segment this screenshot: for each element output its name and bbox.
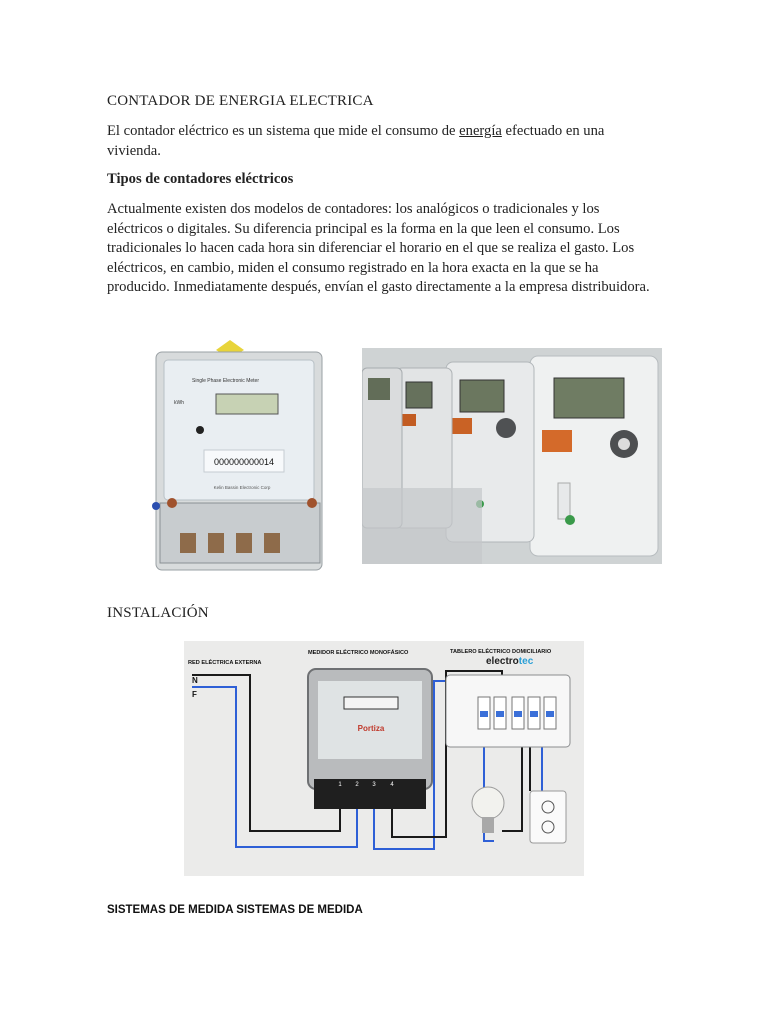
installation-heading: INSTALACIÓN [107,605,209,621]
terminal-3: 3 [372,782,376,788]
terminal-2: 2 [355,782,359,788]
measurement-systems-heading: SISTEMAS DE MEDIDA SISTEMAS DE MEDIDA [107,904,363,916]
board-label: TABLERO ELÉCTRICO DOMICILIARIO [450,649,552,655]
terminal-4: 4 [390,782,394,788]
brand-electro: electro [486,656,519,667]
intro-paragraph [107,122,647,161]
intro-text-start: El contador eléctrico es un sistema que mide el consumo de [107,123,460,139]
document-title: CONTADOR DE ENERGIA ELECTRICA [107,93,374,109]
svg-text:electrotec [486,656,534,667]
types-heading: Tipos de contadores eléctricos [107,171,294,187]
phase-label: F [192,690,197,699]
meter-brand: Portiza [357,724,385,733]
types-paragraph: Actualmente existen dos modelos de contadores: los analógicos o tradicionales y los eléctricos o digitales. Su diferencia principal es la forma en la que leen el consumo. Los tradicionales lo hacen cada hora sin diferenciar el horario en el que se realiza el gasto. Los eléctricos, en cambio, miden el consumo registrado en la hora exacta en la que se ha producido. Inmediatamente después, envían el gasto directamente a la empresa distribuidora. [107,201,650,295]
meter-maker-text: Kelin Bassin Electronic Corp [213,485,271,490]
svg-text:Single Phase Electronic Meter: Single Phase Electronic Meter [192,378,259,384]
neutral-label: N [192,676,198,685]
intro-text-end: efectuado en una vivienda. [107,123,605,159]
energia-link[interactable]: energía [459,123,502,139]
external-grid-label: RED ELÉCTRICA EXTERNA [188,660,262,666]
brand-tec: tec [518,656,534,667]
meter-label: MEDIDOR ELÉCTRICO MONOFÁSICO [308,650,409,656]
meter-counter-value: 000000000014 [213,457,275,467]
installation-diagram [184,641,584,876]
digital-meters-photo [362,348,662,564]
terminal-1: 1 [338,782,342,788]
svg-text:kWh: kWh [174,400,184,406]
analog-meter-photo [150,338,332,574]
